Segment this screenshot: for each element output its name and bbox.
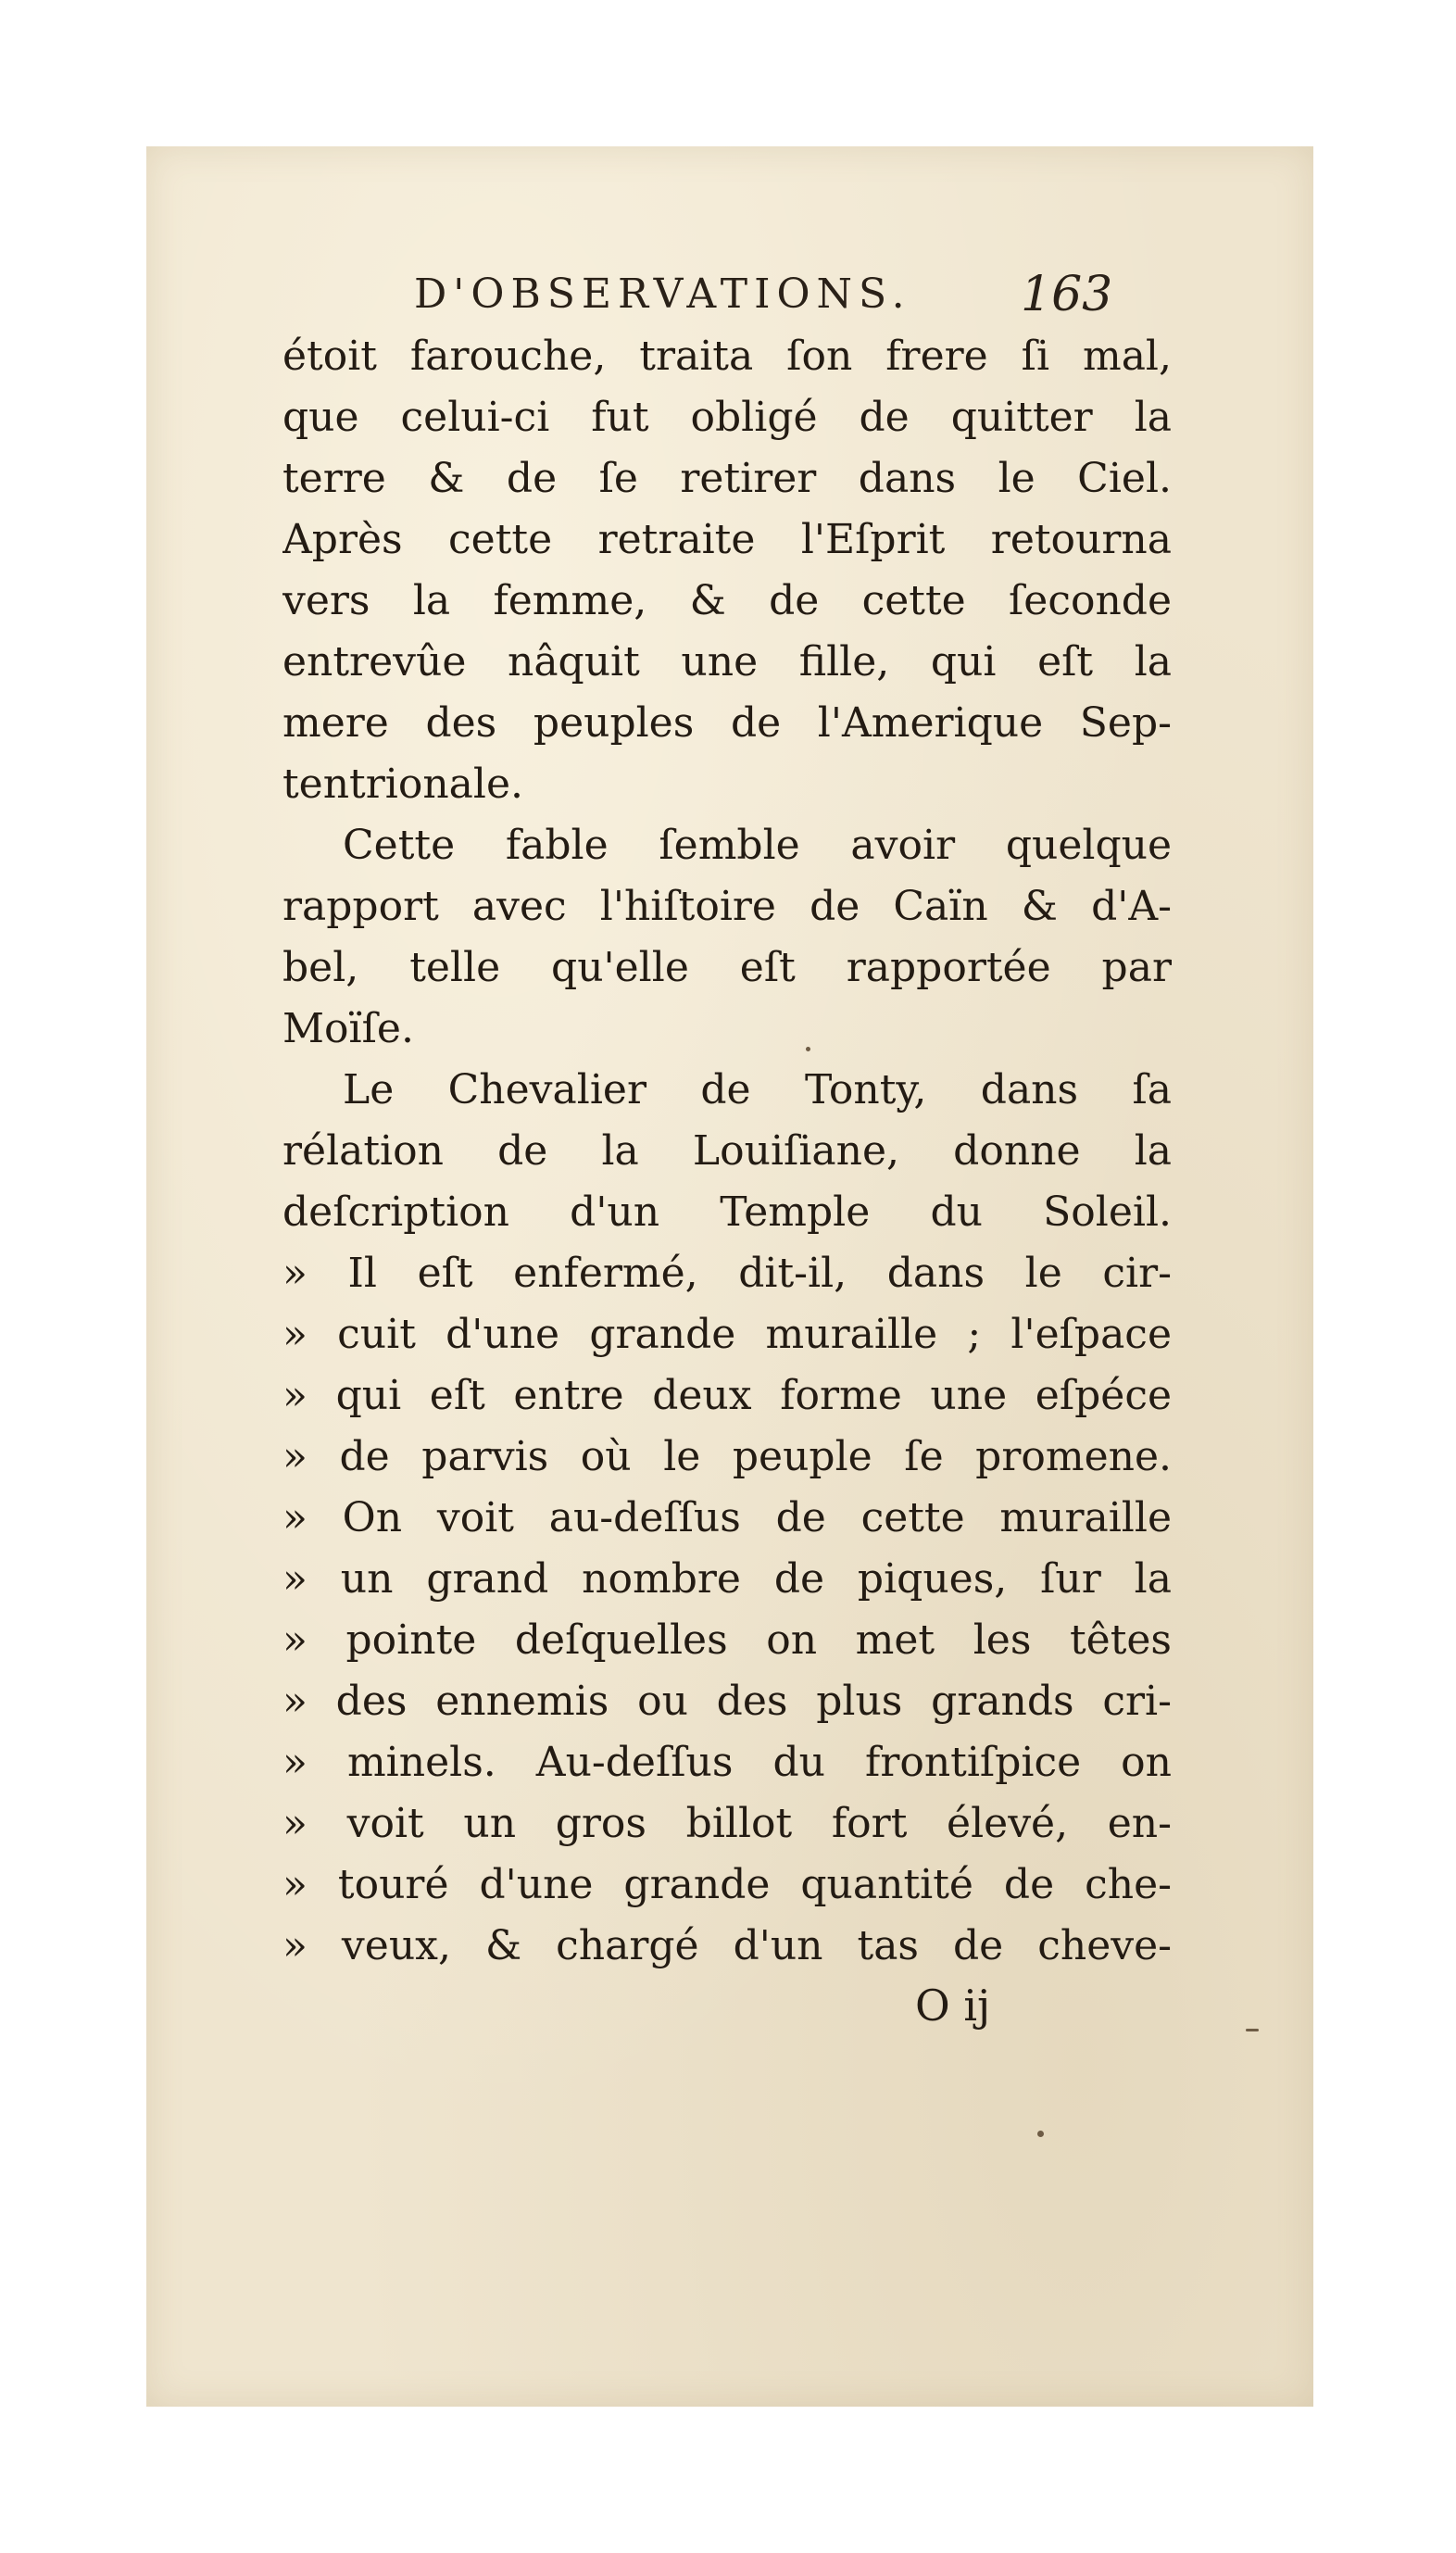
text-line: étoit farouche, traita ſon frere ſi mal,: [282, 333, 1172, 380]
quote-line: » voit un gros billot fort élevé, en-: [282, 1800, 1172, 1847]
text-line: Après cette retraite l'Eſprit retourna: [282, 516, 1172, 563]
quote-line: » Il eſt enfermé, dit-il, dans le cir-: [282, 1250, 1172, 1297]
quote-line: » On voit au-deſſus de cette muraille: [282, 1494, 1172, 1541]
text-line: rapport avec l'hiſtoire de Caïn & d'A-: [282, 883, 1172, 930]
text-line: terre & de ſe retirer dans le Ciel.: [282, 455, 1172, 502]
text-line: mere des peuples de l'Amerique Sep-: [282, 699, 1172, 747]
quote-line: » qui eſt entre deux forme une eſpéce: [282, 1372, 1172, 1419]
paper-speck: [1246, 2029, 1259, 2031]
quote-line: » minels. Au-deſſus du frontiſpice on: [282, 1739, 1172, 1786]
text-line: deſcription d'un Temple du Soleil.: [282, 1188, 1172, 1236]
page-number: 163: [1021, 267, 1113, 322]
body-text: [282, 326, 1172, 1977]
quote-line: » pointe deſquelles on met les têtes: [282, 1616, 1172, 1664]
paper-speck: [1037, 2131, 1044, 2137]
running-head: D'OBSERVATIONS.: [414, 270, 911, 318]
text-line: entrevûe nâquit une fille, qui eſt la: [282, 638, 1172, 685]
quote-line: » des ennemis ou des plus grands cri-: [282, 1678, 1172, 1725]
text-line: Moïſe.: [282, 1005, 414, 1052]
text-line: Cette fable ſemble avoir quelque: [343, 822, 1172, 869]
quote-line: » touré d'une grande quantité de che-: [282, 1861, 1172, 1908]
quote-line: » veux, & chargé d'un tas de cheve-: [282, 1922, 1172, 1969]
text-line: que celui-ci fut obligé de quitter la: [282, 394, 1172, 441]
text-line: rélation de la Louiſiane, donne la: [282, 1127, 1172, 1175]
page-header: [261, 262, 1187, 327]
quote-line: » un grand nombre de piques, ſur la: [282, 1555, 1172, 1603]
signature-mark: O ij: [915, 1981, 991, 2031]
text-line: Le Chevalier de Tonty, dans ſa: [343, 1066, 1172, 1113]
quote-line: » cuit d'une grande muraille ; l'eſpace: [282, 1311, 1172, 1358]
quote-line: » de parvis où le peuple ſe promene.: [282, 1433, 1172, 1480]
text-line: tentrionale.: [282, 761, 524, 808]
text-line: vers la femme, & de cette ſeconde: [282, 577, 1172, 624]
text-line: bel, telle qu'elle eſt rapportée par: [282, 944, 1172, 991]
